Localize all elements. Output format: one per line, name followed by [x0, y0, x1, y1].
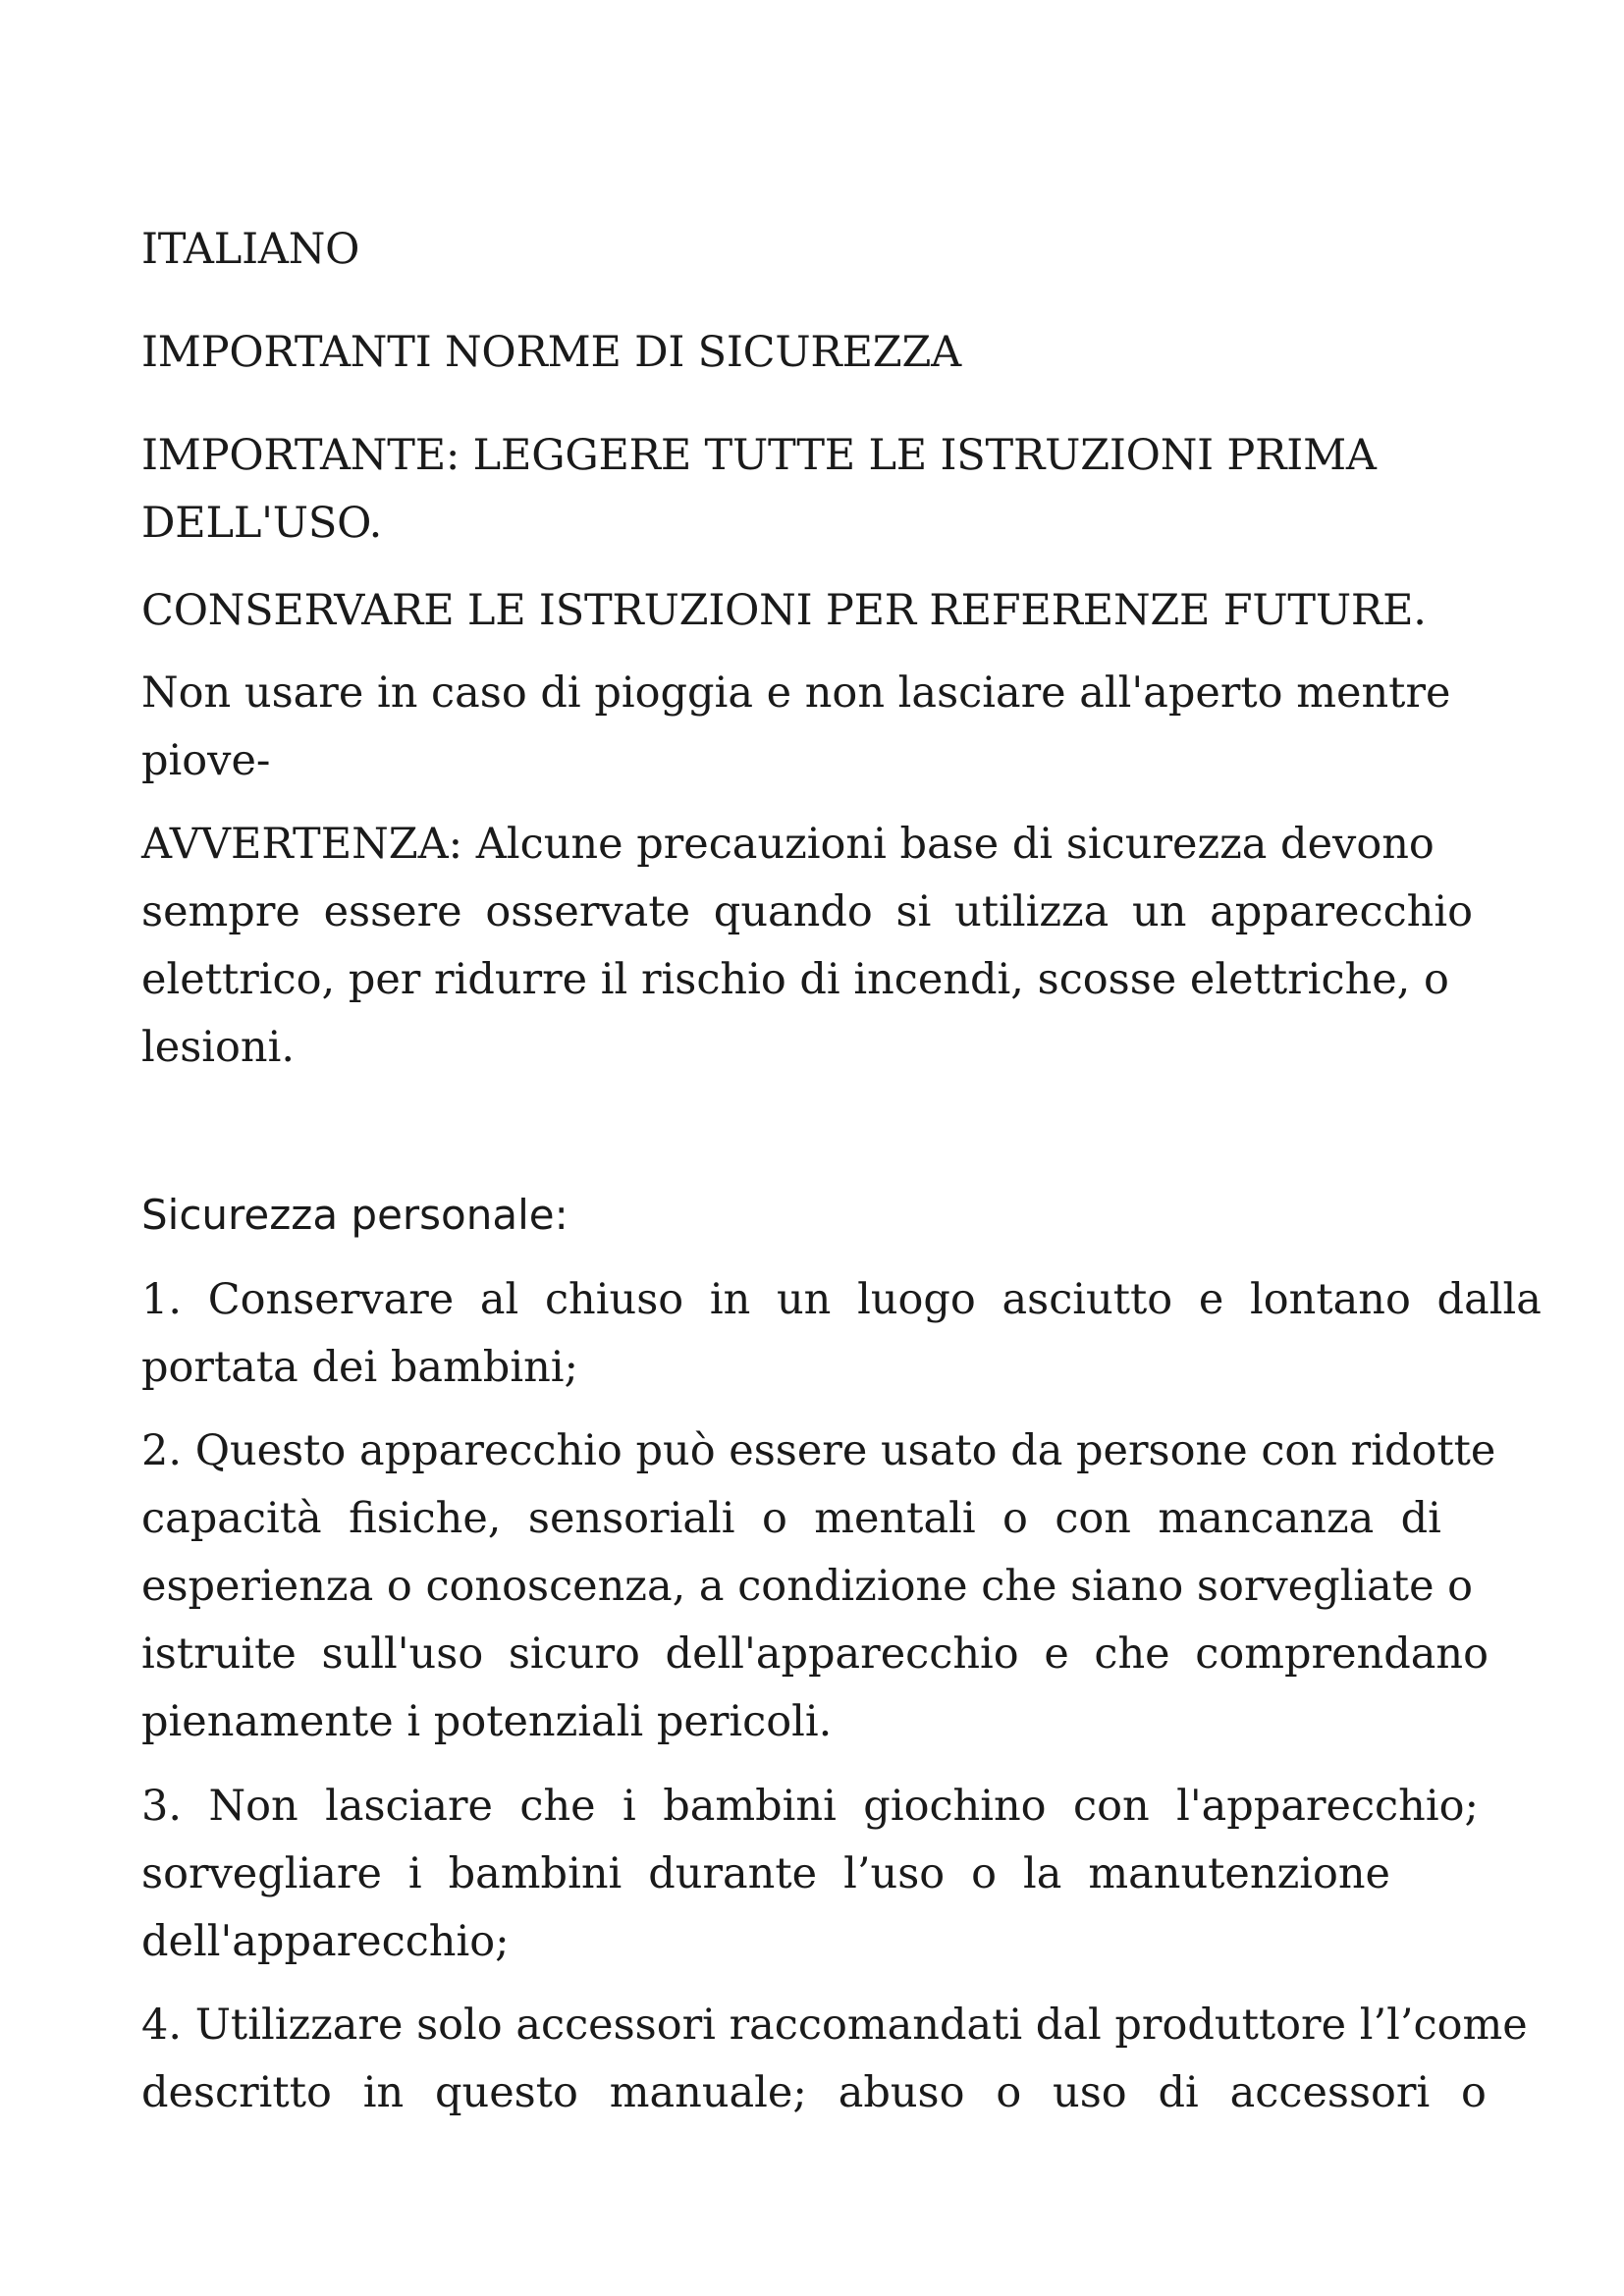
word: un: [1132, 887, 1187, 936]
item-2-line-3: esperienza o conoscenza, a condizione che siano sorvegliate o: [141, 1562, 1474, 1611]
warning-line-3: elettrico, per ridurre il rischio di incendi, scosse elettriche, o: [141, 955, 1449, 1004]
word: si: [895, 887, 932, 936]
word: o: [1461, 2068, 1487, 2117]
word: e: [1198, 1275, 1224, 1324]
item-1-line-1: [141, 1266, 1542, 1334]
word: l’uso: [843, 1849, 946, 1898]
word: durante: [648, 1849, 818, 1898]
warning-line-4: lesioni.: [141, 1023, 296, 1072]
word: uso: [1053, 2068, 1127, 2117]
word: chiuso: [544, 1275, 684, 1324]
word: lasciare: [325, 1782, 493, 1831]
item-4-line-1: 4. Utilizzare solo accessori raccomandati dal produttore l’l’come: [141, 2001, 1528, 2050]
word: descritto: [141, 2068, 332, 2117]
word: con: [1072, 1782, 1150, 1831]
word: con: [1055, 1494, 1131, 1543]
rain-line-2: piove-: [141, 736, 271, 785]
item-2-line-5: pienamente i potenziali pericoli.: [141, 1697, 833, 1746]
word: lontano: [1250, 1275, 1411, 1324]
word: i: [407, 1849, 422, 1898]
word: dell'apparecchio: [665, 1629, 1019, 1679]
word: comprendano: [1195, 1629, 1489, 1679]
word: luogo: [857, 1275, 976, 1324]
word: o: [996, 2068, 1022, 2117]
warning-line-1: AVVERTENZA: Alcune precauzioni base di sicurezza devono: [141, 820, 1435, 869]
item-3-line-1: [141, 1773, 1479, 1841]
word: bambini: [663, 1782, 837, 1831]
word: o: [761, 1494, 787, 1543]
word: osservate: [485, 887, 691, 936]
word: Conservare: [207, 1275, 455, 1324]
word: Non: [208, 1782, 298, 1831]
word: abuso: [838, 2068, 965, 2117]
item-1-line-2: portata dei bambini;: [141, 1343, 579, 1392]
document-title: IMPORTANTI NORME DI SICUREZZA: [141, 328, 961, 377]
item-2-line-2: [141, 1485, 1441, 1553]
word: istruite: [141, 1629, 297, 1679]
word: sull'uso: [321, 1629, 484, 1679]
word: 1.: [141, 1275, 183, 1324]
important-line-2: DELL'USO.: [141, 499, 383, 548]
word: bambini: [448, 1849, 623, 1898]
word: quando: [713, 887, 873, 936]
language-label: ITALIANO: [141, 225, 360, 274]
word: sensoriali: [527, 1494, 735, 1543]
word: fisiche,: [349, 1494, 502, 1543]
word: essere: [323, 887, 462, 936]
word: l'apparecchio;: [1176, 1782, 1479, 1831]
word: questo: [435, 2068, 578, 2117]
word: in: [709, 1275, 751, 1324]
word: sicuro: [508, 1629, 640, 1679]
item-2-line-1: 2. Questo apparecchio può essere usato da persone con ridotte: [141, 1426, 1496, 1475]
word: o: [971, 1849, 998, 1898]
word: al: [479, 1275, 519, 1324]
word: manuale;: [609, 2068, 807, 2117]
word: apparecchio: [1210, 887, 1473, 936]
word: sempre: [141, 887, 300, 936]
word: di: [1158, 2068, 1199, 2117]
word: giochino: [863, 1782, 1047, 1831]
item-3-line-3: dell'apparecchio;: [141, 1917, 510, 1966]
word: 3.: [141, 1782, 183, 1831]
word: in: [362, 2068, 405, 2117]
word: capacità: [141, 1494, 322, 1543]
word: e: [1044, 1629, 1069, 1679]
rain-line-1: Non usare in caso di pioggia e non lasciare all'aperto mentre: [141, 668, 1451, 718]
keep-instructions: CONSERVARE LE ISTRUZIONI PER REFERENZE FUTURE.: [141, 586, 1427, 635]
word: dalla: [1436, 1275, 1542, 1324]
word: mancanza: [1158, 1494, 1375, 1543]
important-line-1: IMPORTANTE: LEGGERE TUTTE LE ISTRUZIONI PRIMA: [141, 431, 1377, 480]
word: accessori: [1229, 2068, 1431, 2117]
word: la: [1022, 1849, 1062, 1898]
word: manutenzione: [1088, 1849, 1390, 1898]
item-2-line-4: [141, 1621, 1489, 1688]
item-4-line-2: [141, 2059, 1487, 2127]
word: o: [1002, 1494, 1028, 1543]
item-3-line-2: [141, 1841, 1390, 1908]
word: che: [519, 1782, 596, 1831]
word: mentali: [814, 1494, 976, 1543]
word: utilizza: [954, 887, 1110, 936]
word: i: [623, 1782, 636, 1831]
word: che: [1094, 1629, 1170, 1679]
warning-line-2: [141, 879, 1473, 946]
word: di: [1400, 1494, 1441, 1543]
section-title: Sicurezza personale:: [141, 1191, 568, 1239]
word: un: [776, 1275, 832, 1324]
word: asciutto: [1001, 1275, 1173, 1324]
word: sorvegliare: [141, 1849, 382, 1898]
